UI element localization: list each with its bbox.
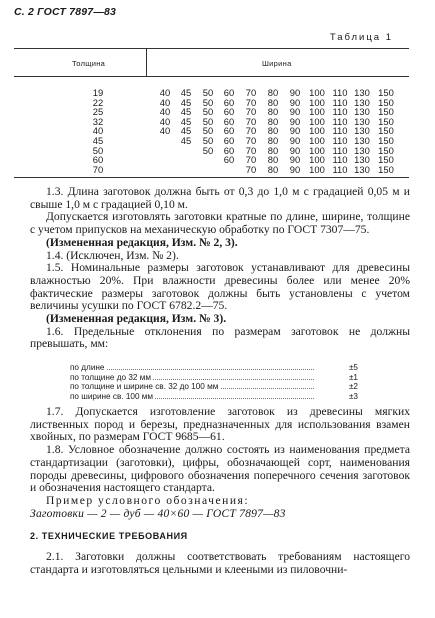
width-cell: 150 — [378, 106, 394, 118]
deviation-value: ±3 — [348, 391, 358, 401]
width-cell: 80 — [267, 87, 279, 98]
width-cell: 110 — [332, 163, 348, 175]
width-cell: 130 — [354, 87, 370, 98]
width-cell: 60 — [223, 87, 235, 98]
width-cell: 100 — [309, 144, 325, 156]
width-cell: 45 — [180, 135, 192, 146]
width-cell: 80 — [267, 125, 279, 137]
deviation-row — [70, 363, 410, 373]
width-cell: 80 — [267, 135, 279, 146]
width-cell: 150 — [378, 87, 394, 98]
width-cell: 80 — [267, 144, 279, 156]
width-cell: 90 — [289, 115, 301, 127]
width-cell: 40 — [159, 106, 171, 118]
width-cell: 60 — [223, 125, 235, 137]
width-cell: 40 — [159, 87, 171, 98]
example-label: Пример условного обозначения: — [46, 493, 250, 507]
width-cell: 70 — [245, 144, 257, 156]
width-cell: 150 — [378, 96, 394, 108]
width-cell: 90 — [289, 163, 301, 175]
table-header-divider — [146, 49, 147, 76]
width-cell: 45 — [180, 87, 192, 98]
para-1-3: 1.3. Длина заготовок должна быть от 0,3 до 1,0 м с градацией 0,05 м и свыше 1,0 м с градацией 0,10 м. — [30, 185, 410, 211]
width-cell: 150 — [378, 115, 394, 127]
width-cell: 60 — [223, 115, 235, 127]
width-cell: 90 — [289, 96, 301, 108]
width-cell: 80 — [267, 115, 279, 127]
width-cell: 130 — [354, 154, 370, 166]
width-cell: 60 — [223, 106, 235, 118]
width-cell: 110 — [332, 96, 348, 108]
width-cell: 70 — [245, 115, 257, 127]
deviation-label: по толщине до 32 мм — [70, 372, 151, 382]
thickness-cell: 70 — [92, 163, 104, 175]
width-cell: 50 — [202, 135, 214, 146]
width-cell: 70 — [245, 125, 257, 137]
para-1-3-b: Допускается изготовлять заготовки кратные по длине, ширине, толщине с учетом припусков на механическую обработку по ГОСТ 7307—75. — [30, 210, 410, 237]
width-cell: 60 — [223, 135, 235, 146]
table-row — [0, 165, 435, 174]
deviation-value: ±5 — [348, 363, 358, 372]
table-row — [0, 136, 435, 145]
width-cell: 50 — [202, 144, 214, 156]
deviation-label: по ширине св. 100 мм — [70, 391, 154, 401]
width-cell: 70 — [245, 96, 257, 108]
width-cell: 50 — [202, 87, 214, 98]
width-cell: 110 — [332, 144, 348, 156]
para-1-5: 1.5. Номинальные размеры заготовок устанавливают для древесины влажностью 20%. При влажности древесины более или менее 20% фактические размеры заготовок должны быть установлены с учетом величины усушки по ГОСТ 6782.2—75. — [30, 261, 410, 313]
deviation-list — [70, 363, 410, 401]
width-cell: 130 — [354, 125, 370, 137]
width-cell: 130 — [354, 96, 370, 108]
width-cell: 40 — [159, 96, 171, 108]
table-top-rule — [14, 48, 409, 49]
width-cell: 70 — [245, 135, 257, 146]
width-cell: 60 — [223, 154, 235, 166]
width-cell: 130 — [354, 135, 370, 146]
width-cell: 150 — [378, 144, 394, 156]
amendment-note-1: (Измененная редакция, Изм. № 2, 3). — [46, 235, 238, 249]
example-designation: Заготовки — 2 — дуб — 40×60 — ГОСТ 7897—83 — [30, 506, 286, 520]
width-cell: 70 — [245, 163, 257, 175]
width-cell: 100 — [309, 96, 325, 108]
table-row — [0, 107, 435, 116]
width-cell: 45 — [180, 125, 192, 137]
thickness-cell: 25 — [92, 106, 104, 118]
width-cell: 45 — [180, 106, 192, 118]
thickness-cell: 22 — [92, 96, 104, 108]
width-cell: 130 — [354, 115, 370, 127]
width-cell: 70 — [245, 87, 257, 98]
table-header-rule — [14, 76, 409, 77]
width-cell: 60 — [223, 96, 235, 108]
width-cell: 50 — [202, 106, 214, 118]
width-cell: 45 — [180, 115, 192, 127]
width-cell: 130 — [354, 144, 370, 156]
width-cell: 100 — [309, 106, 325, 118]
table-row — [0, 88, 435, 97]
deviation-row — [70, 382, 410, 392]
width-cell: 150 — [378, 125, 394, 137]
width-cell: 150 — [378, 163, 394, 175]
width-cell: 100 — [309, 87, 325, 98]
width-cell: 110 — [332, 154, 348, 166]
deviation-row — [70, 373, 410, 383]
width-cell: 90 — [289, 125, 301, 137]
width-cell: 90 — [289, 154, 301, 166]
thickness-cell: 19 — [92, 87, 104, 98]
deviation-row — [70, 392, 410, 402]
para-1-4: 1.4. (Исключен, Изм. № 2). — [46, 248, 179, 262]
section-2-title: 2. ТЕХНИЧЕСКИЕ ТРЕБОВАНИЯ — [30, 531, 188, 542]
width-cell: 70 — [245, 106, 257, 118]
para-1-8: 1.8. Условное обозначение должно состоять из наименования предмета стандартизации (заготовки), цифры, обозначающей сорт, наименования породы древесины, цифрового обозначения поперечного сечения заготовок и обозначения настоящего стандарта. — [30, 443, 410, 495]
width-cell: 40 — [159, 115, 171, 127]
width-cell: 90 — [289, 106, 301, 118]
width-cell: 100 — [309, 135, 325, 146]
para-2-1: 2.1. Заготовки должны соответствовать требованиям настоящего стандарта и изготовляться цельными и клееными из пиловочни- — [30, 550, 410, 576]
table-bottom-rule — [14, 177, 409, 178]
col-header-width: Ширина — [262, 59, 292, 68]
width-cell: 110 — [332, 106, 348, 118]
width-cell: 50 — [202, 115, 214, 127]
width-cell: 100 — [309, 163, 325, 175]
deviation-label: по толщине и ширине св. 32 до 100 мм — [70, 382, 219, 392]
width-cell: 130 — [354, 106, 370, 118]
para-1-7: 1.7. Допускается изготовление заготовок из древесины мягких лиственных пород и березы, предназначенных для использования взамен хвойных, по размерам ГОСТ 9685—61. — [30, 405, 410, 444]
width-cell: 110 — [332, 115, 348, 127]
body-text-upper — [30, 186, 410, 351]
width-cell: 80 — [267, 154, 279, 166]
width-cell: 130 — [354, 163, 370, 175]
deviation-label: по длине — [70, 363, 105, 372]
width-cell: 150 — [378, 154, 394, 166]
amendment-note-2: (Измененная редакция, Изм. № 3). — [46, 312, 227, 326]
page-header: С. 2 ГОСТ 7897—83 — [14, 6, 117, 18]
width-cell: 90 — [289, 87, 301, 98]
width-cell: 90 — [289, 135, 301, 146]
width-cell: 110 — [332, 135, 348, 146]
width-cell: 110 — [332, 125, 348, 137]
deviation-value: ±1 — [348, 372, 358, 382]
width-cell: 80 — [267, 163, 279, 175]
width-cell: 90 — [289, 144, 301, 156]
width-cell: 40 — [159, 125, 171, 137]
width-cell: 100 — [309, 154, 325, 166]
width-cell: 60 — [223, 144, 235, 156]
width-cell: 80 — [267, 96, 279, 108]
width-cell: 150 — [378, 135, 394, 146]
thickness-cell: 32 — [92, 115, 104, 127]
width-cell: 100 — [309, 115, 325, 127]
table-row — [0, 155, 435, 164]
thickness-cell: 45 — [92, 135, 104, 146]
col-header-thickness: Толщина — [72, 59, 106, 68]
thickness-cell: 60 — [92, 154, 104, 166]
deviation-value: ±2 — [348, 382, 358, 392]
thickness-cell: 40 — [92, 125, 104, 137]
thickness-cell: 50 — [92, 144, 104, 156]
table-caption: Таблица 1 — [329, 32, 393, 43]
width-cell: 45 — [180, 96, 192, 108]
width-cell: 50 — [202, 125, 214, 137]
width-cell: 50 — [202, 96, 214, 108]
width-cell: 70 — [245, 154, 257, 166]
width-cell: 80 — [267, 106, 279, 118]
width-cell: 100 — [309, 125, 325, 137]
width-cell: 110 — [332, 87, 348, 98]
body-text-lower — [30, 406, 410, 576]
para-1-6: 1.6. Предельные отклонения по размерам заготовок не должны превышать, мм: — [30, 324, 410, 351]
